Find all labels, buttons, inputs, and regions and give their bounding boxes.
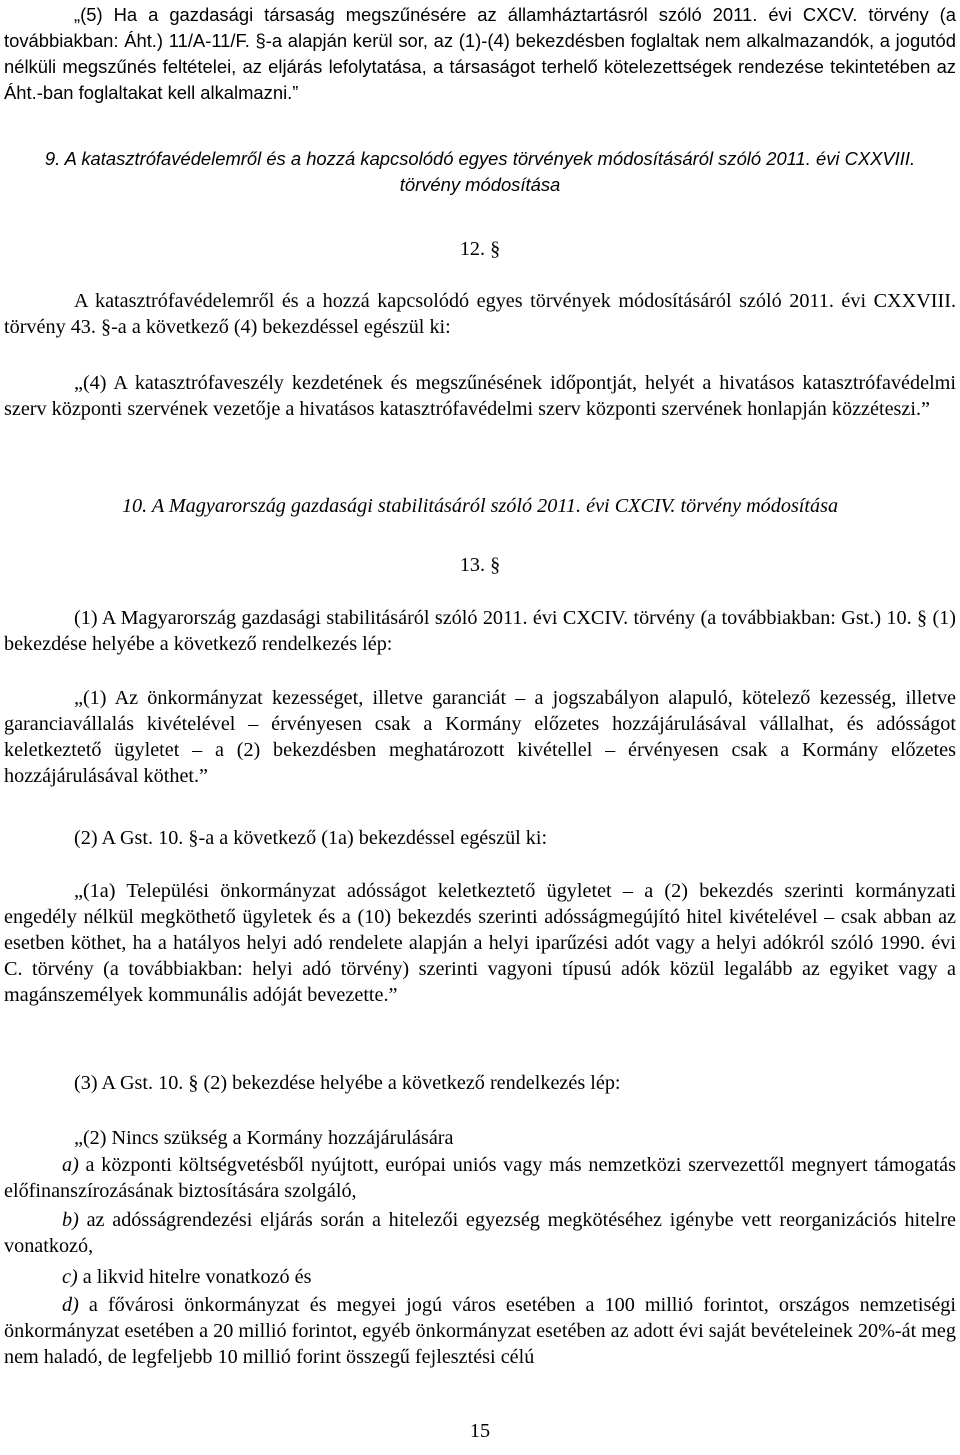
item-a-text: a központi költségvetésből nyújtott, európai uniós vagy más nemzetközi szervezettől megnyert támogatás előfinanszírozásának biztosítására szolgáló, — [4, 1154, 957, 1202]
item-b-text: az adósságrendezési eljárás során a hitelezői egyezség megkötéséhez igénybe vett reorganizációs hitelre vonatkozó, — [4, 1209, 957, 1257]
list-item-b — [4, 1207, 956, 1259]
paragraph-13-3: (3) A Gst. 10. § (2) bekezdése helyébe a következő rendelkezés lép: — [74, 1072, 621, 1094]
list-item-d — [4, 1292, 956, 1370]
paragraph-13-1: (1) A Magyarország gazdasági stabilitásáról szóló 2011. évi CXCIV. törvény (a továbbiakban: Gst.) 10. § (1) bekezdése helyébe a következő rendelkezés lép: — [4, 607, 956, 655]
paragraph-13-number: 13. § — [459, 554, 501, 576]
item-d-text: a fővárosi önkormányzat és megyei jogú város esetében a 100 millió forintot, országos nemzetiségi önkormányzat esetében a 20 millió forintot, egyéb önkormányzat esetében az adott évi saját bevételeinek 20%-át meg nem haladó, de legfeljebb 10 millió forint összegű fejlesztési célú — [4, 1294, 957, 1368]
item-c-label: c) — [62, 1266, 78, 1288]
section-9-title: 9. A katasztrófavédelemről és a hozzá kapcsolódó egyes törvények módosításáról szóló 2011. évi CXXVIII. törvény módosítása — [44, 148, 916, 195]
paragraph-12-intro: A katasztrófavédelemről és a hozzá kapcsolódó egyes törvények módosításáról szóló 2011. évi CXXVIII. törvény 43. §-a a következő (4) bekezdéssel egészül ki: — [4, 290, 956, 338]
item-a-label: a) — [62, 1154, 79, 1176]
paragraph-13-1-quote: „(1) Az önkormányzat kezességet, illetve garanciát – a jogszabályon alapuló, kötelező kezesség, illetve garanciavállalás kivételével – érvényesen csak a Kormány előzetes hozzájárulásával vállalhat, és adósságot keletkeztető ügyletet – a (2) bekezdésben meghatározott kivétellel – érvényesen csak a Kormány előzetes hozzájárulásával köthet.” — [4, 687, 956, 787]
list-item-c — [4, 1264, 956, 1290]
page-number: 15 — [469, 1420, 491, 1442]
item-c-text: a likvid hitelre vonatkozó és — [82, 1266, 312, 1288]
item-d-label: d) — [62, 1294, 79, 1316]
item-b-label: b) — [62, 1209, 79, 1231]
paragraph-5-quote: „(5) Ha a gazdasági társaság megszűnésére az államháztartásról szóló 2011. évi CXCV. törvény (a továbbiakban: Áht.) 11/A-11/F. §-a alapján kerül sor, az (1)-(4) bekezdésben foglaltak nem alkalmazandók, a jogutód nélküli megszűnés feltételei, az eljárás lefolytatása, a társaságot terhelő kötelezettségek rendezése tekintetében az Áht.-ban foglaltakat kell alkalmazni.” — [4, 4, 956, 103]
section-10-title: 10. A Magyarország gazdasági stabilitásáról szóló 2011. évi CXCIV. törvény módosítása — [121, 495, 839, 517]
paragraph-13-3-quote-head: „(2) Nincs szükség a Kormány hozzájárulására — [74, 1127, 454, 1149]
paragraph-12-quote: „(4) A katasztrófaveszély kezdetének és megszűnésének időpontját, helyét a hivatásos katasztrófavédelmi szerv központi szervének vezetője a hivatásos katasztrófavédelmi szerv központi szervének honlapján közzéteszi.” — [4, 372, 956, 420]
paragraph-13-2-quote: „(1a) Települési önkormányzat adósságot keletkeztető ügyletet – a (2) bekezdés szerinti kormányzati engedély nélkül megköthető ügyletek és a (10) bekezdés szerinti adósságmegújító hitel kivételével – csak abban az esetben köthet, ha a hatályos helyi adó rendelete alapján a helyi iparűzési adót vagy a helyi adókról szóló 1990. évi C. törvény (a továbbiakban: helyi adó törvény) szerinti vagyoni típusú adók közül legalább az egyiket vagy a magánszemélyek kommunális adóját bevezette.” — [4, 880, 956, 1006]
paragraph-13-2: (2) A Gst. 10. §-a a következő (1a) bekezdéssel egészül ki: — [74, 827, 548, 849]
list-item-a — [4, 1152, 956, 1204]
paragraph-12-number: 12. § — [459, 238, 501, 260]
